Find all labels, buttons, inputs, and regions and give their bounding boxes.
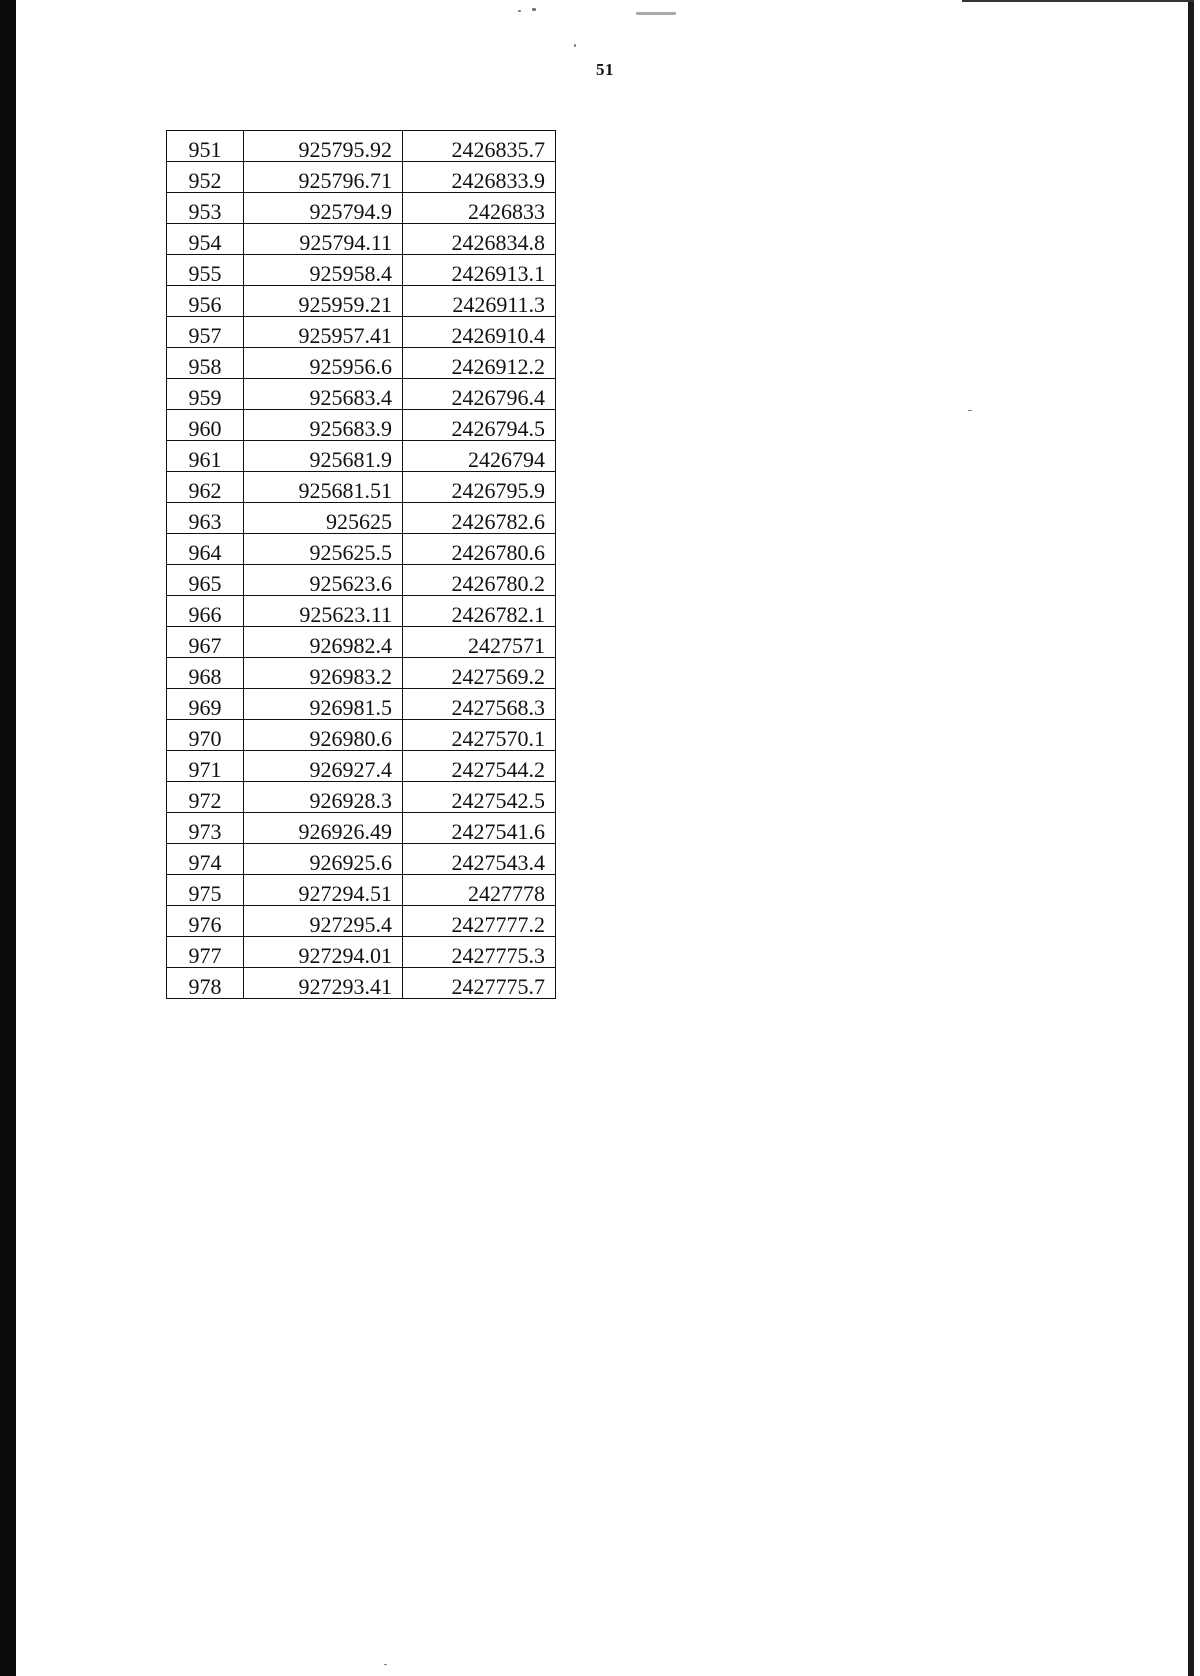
x-coordinate-cell: 925623.11 xyxy=(244,596,403,627)
x-coordinate-cell: 925957.41 xyxy=(244,317,403,348)
table-row xyxy=(167,596,556,627)
y-coordinate-cell: 2426911.3 xyxy=(403,286,556,317)
table-row xyxy=(167,782,556,813)
table-row xyxy=(167,410,556,441)
x-coordinate-cell: 927294.01 xyxy=(244,937,403,968)
x-coordinate-cell: 926926.49 xyxy=(244,813,403,844)
point-number-cell: 952 xyxy=(167,162,244,193)
table-row xyxy=(167,844,556,875)
y-coordinate-cell: 2426833.9 xyxy=(403,162,556,193)
x-coordinate-cell: 926980.6 xyxy=(244,720,403,751)
y-coordinate-cell: 2426913.1 xyxy=(403,255,556,286)
y-coordinate-cell: 2427544.2 xyxy=(403,751,556,782)
y-coordinate-cell: 2426782.1 xyxy=(403,596,556,627)
x-coordinate-cell: 925625 xyxy=(244,503,403,534)
point-number-cell: 964 xyxy=(167,534,244,565)
table-row xyxy=(167,875,556,906)
y-coordinate-cell: 2426780.6 xyxy=(403,534,556,565)
point-number-cell: 955 xyxy=(167,255,244,286)
scan-speck xyxy=(968,410,972,411)
table-row xyxy=(167,565,556,596)
point-number-cell: 970 xyxy=(167,720,244,751)
y-coordinate-cell: 2426794 xyxy=(403,441,556,472)
y-coordinate-cell: 2427571 xyxy=(403,627,556,658)
point-number-cell: 971 xyxy=(167,751,244,782)
table-row xyxy=(167,906,556,937)
x-coordinate-cell: 925796.71 xyxy=(244,162,403,193)
y-coordinate-cell: 2426834.8 xyxy=(403,224,556,255)
table-row xyxy=(167,441,556,472)
x-coordinate-cell: 927295.4 xyxy=(244,906,403,937)
table-row xyxy=(167,317,556,348)
point-number-cell: 977 xyxy=(167,937,244,968)
point-number-cell: 954 xyxy=(167,224,244,255)
point-number-cell: 974 xyxy=(167,844,244,875)
y-coordinate-cell: 2426835.7 xyxy=(403,131,556,162)
x-coordinate-cell: 925794.11 xyxy=(244,224,403,255)
table-row xyxy=(167,255,556,286)
x-coordinate-cell: 925683.4 xyxy=(244,379,403,410)
scan-speck xyxy=(518,10,521,12)
x-coordinate-cell: 925794.9 xyxy=(244,193,403,224)
table-row xyxy=(167,627,556,658)
scan-left-edge xyxy=(0,0,16,1676)
x-coordinate-cell: 926928.3 xyxy=(244,782,403,813)
y-coordinate-cell: 2427543.4 xyxy=(403,844,556,875)
table-row xyxy=(167,286,556,317)
coordinates-table-body xyxy=(167,131,556,999)
y-coordinate-cell: 2427775.3 xyxy=(403,937,556,968)
table-row xyxy=(167,689,556,720)
table-row xyxy=(167,658,556,689)
y-coordinate-cell: 2427570.1 xyxy=(403,720,556,751)
point-number-cell: 961 xyxy=(167,441,244,472)
table-row xyxy=(167,162,556,193)
y-coordinate-cell: 2427569.2 xyxy=(403,658,556,689)
y-coordinate-cell: 2426782.6 xyxy=(403,503,556,534)
point-number-cell: 959 xyxy=(167,379,244,410)
y-coordinate-cell: 2426794.5 xyxy=(403,410,556,441)
table-row xyxy=(167,720,556,751)
point-number-cell: 957 xyxy=(167,317,244,348)
scan-speck xyxy=(532,8,536,11)
point-number-cell: 976 xyxy=(167,906,244,937)
x-coordinate-cell: 927294.51 xyxy=(244,875,403,906)
y-coordinate-cell: 2426910.4 xyxy=(403,317,556,348)
point-number-cell: 978 xyxy=(167,968,244,999)
point-number-cell: 972 xyxy=(167,782,244,813)
table-row xyxy=(167,968,556,999)
y-coordinate-cell: 2426912.2 xyxy=(403,348,556,379)
table-row xyxy=(167,813,556,844)
y-coordinate-cell: 2427542.5 xyxy=(403,782,556,813)
x-coordinate-cell: 925681.51 xyxy=(244,472,403,503)
table-row xyxy=(167,131,556,162)
point-number-cell: 960 xyxy=(167,410,244,441)
point-number-cell: 967 xyxy=(167,627,244,658)
x-coordinate-cell: 926927.4 xyxy=(244,751,403,782)
x-coordinate-cell: 927293.41 xyxy=(244,968,403,999)
scan-speck xyxy=(384,1664,387,1665)
x-coordinate-cell: 925959.21 xyxy=(244,286,403,317)
x-coordinate-cell: 925681.9 xyxy=(244,441,403,472)
scan-speck xyxy=(636,12,676,15)
page-number: 51 xyxy=(596,60,614,79)
y-coordinate-cell: 2426795.9 xyxy=(403,472,556,503)
point-number-cell: 958 xyxy=(167,348,244,379)
point-number-cell: 956 xyxy=(167,286,244,317)
y-coordinate-cell: 2427778 xyxy=(403,875,556,906)
x-coordinate-cell: 926982.4 xyxy=(244,627,403,658)
table-row xyxy=(167,503,556,534)
table-row xyxy=(167,472,556,503)
point-number-cell: 968 xyxy=(167,658,244,689)
x-coordinate-cell: 925958.4 xyxy=(244,255,403,286)
scan-right-edge xyxy=(1188,0,1194,1676)
table-row xyxy=(167,193,556,224)
table-row xyxy=(167,534,556,565)
y-coordinate-cell: 2426796.4 xyxy=(403,379,556,410)
x-coordinate-cell: 926983.2 xyxy=(244,658,403,689)
y-coordinate-cell: 2427541.6 xyxy=(403,813,556,844)
x-coordinate-cell: 925623.6 xyxy=(244,565,403,596)
point-number-cell: 965 xyxy=(167,565,244,596)
x-coordinate-cell: 925625.5 xyxy=(244,534,403,565)
table-row xyxy=(167,751,556,782)
x-coordinate-cell: 925795.92 xyxy=(244,131,403,162)
table-row xyxy=(167,937,556,968)
y-coordinate-cell: 2427777.2 xyxy=(403,906,556,937)
y-coordinate-cell: 2427568.3 xyxy=(403,689,556,720)
point-number-cell: 962 xyxy=(167,472,244,503)
scan-speck xyxy=(574,44,576,47)
point-number-cell: 966 xyxy=(167,596,244,627)
point-number-cell: 953 xyxy=(167,193,244,224)
point-number-cell: 963 xyxy=(167,503,244,534)
point-number-cell: 969 xyxy=(167,689,244,720)
point-number-cell: 951 xyxy=(167,131,244,162)
table-row xyxy=(167,224,556,255)
scan-top-rule xyxy=(962,0,1194,2)
table-row xyxy=(167,348,556,379)
x-coordinate-cell: 926925.6 xyxy=(244,844,403,875)
y-coordinate-cell: 2427775.7 xyxy=(403,968,556,999)
y-coordinate-cell: 2426780.2 xyxy=(403,565,556,596)
x-coordinate-cell: 925683.9 xyxy=(244,410,403,441)
x-coordinate-cell: 926981.5 xyxy=(244,689,403,720)
point-number-cell: 973 xyxy=(167,813,244,844)
point-number-cell: 975 xyxy=(167,875,244,906)
table-row xyxy=(167,379,556,410)
y-coordinate-cell: 2426833 xyxy=(403,193,556,224)
x-coordinate-cell: 925956.6 xyxy=(244,348,403,379)
coordinates-table xyxy=(166,130,556,999)
